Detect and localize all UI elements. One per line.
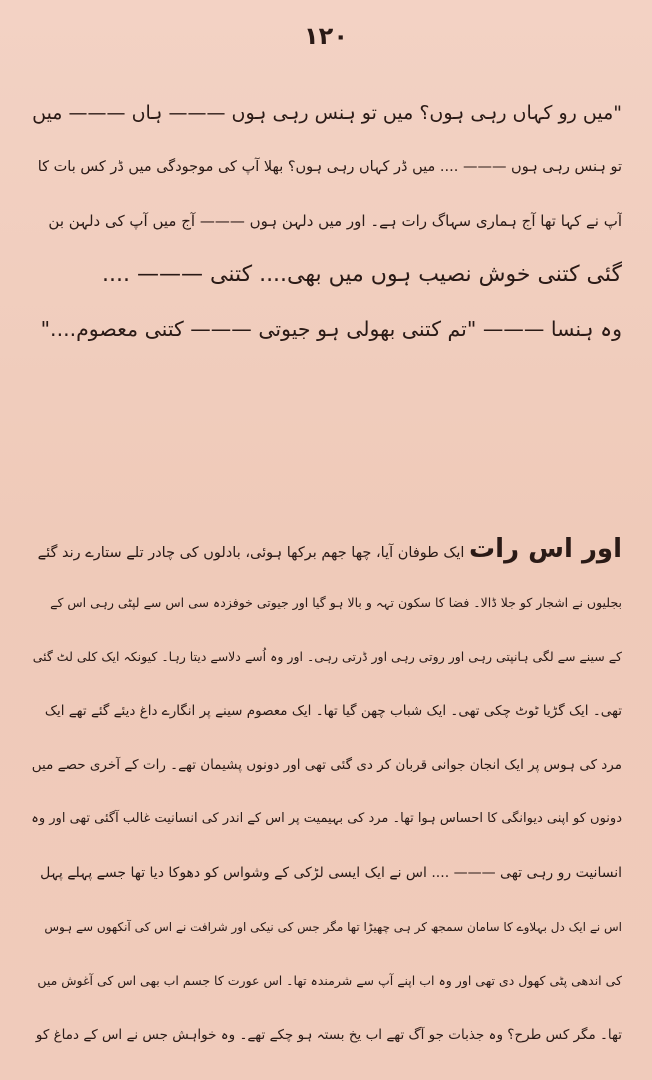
text-line: "میں رو کہاں رہی ہوں؟ میں تو ہنس رہی ہوں ——— ہاں ——— میں bbox=[32, 102, 622, 124]
dialogue-block bbox=[30, 86, 622, 356]
text-line: اس نے ایک دل بہلاوے کا سامان سمجھ کر ہی چھیڑا تھا مگر جس کی نیکی اور شرافت نے اس کی آنکھوں سے ہوس bbox=[44, 920, 622, 934]
text-line: وہ ہنسا ——— "تم کتنی بھولی ہو جیوتی ——— کتنی معصوم...." bbox=[40, 317, 622, 341]
text-line: تھا۔ مگر کس طرح؟ وہ جذبات جو آگ تھے اب یخ بستہ ہو چکے تھے۔ وہ خواہش جس نے اس کے دماغ کو bbox=[35, 1027, 622, 1043]
page-number: ۱۲۰ bbox=[304, 22, 348, 50]
text-line: آپ نے کہا تھا آج ہماری سہاگ رات ہے۔ اور میں دلہن ہوں ——— آج میں آپ کی دلہن بن bbox=[48, 212, 622, 230]
narrative-block bbox=[30, 522, 622, 1062]
text-line: دونوں کو اپنی دیوانگی کا احساس ہوا تھا۔ مرد کی بہیمیت پر اس کے اندر کی انسانیت غالب آگئی تھی اور وہ bbox=[31, 811, 622, 826]
text-line: تھی۔ ایک گڑیا ٹوٹ چکی تھی۔ ایک شباب چھن گیا تھا۔ ایک معصوم سینے پر انگارے داغ دیئے گئے تھے ایک bbox=[44, 703, 622, 719]
text-line: تو ہنس رہی ہوں ——— .... میں ڈر کہاں رہی ہوں؟ بھلا آپ کی موجودگی میں ڈر کس بات کا bbox=[37, 159, 622, 175]
text-line: مرد کی ہوس پر ایک انجان جوانی قربان کر دی گئی تھی اور دونوں پشیمان تھے۔ رات کے آخری حصے میں bbox=[31, 757, 622, 773]
section-opening-line bbox=[30, 522, 622, 576]
text-line: بجلیوں نے اشجار کو جلا ڈالا۔ فضا کا سکون تہہ و بالا ہو گیا اور جیوتی خوفزدہ سی اس سے لپٹی رہی اس کے bbox=[50, 595, 622, 610]
text-line: کی اندھی پٹی کھول دی تھی اور وہ اب اپنے آپ سے شرمندہ تھا۔ اس عورت کا جسم اب بھی اس کی آغوش میں bbox=[37, 973, 622, 988]
text-line: انسانیت رو رہی تھی ——— .... اس نے ایک ایسی لڑکی کے وشواس کو دھوکا دیا تھا جسے پہلے پہل bbox=[40, 865, 622, 881]
text-line: کے سینے سے لگی ہانپتی رہی اور روتی رہی اور ڈرتی رہی۔ اور وہ اُسے دلاسے دیتا رہا۔ کیونکہ ایک کلی لٹ گئی bbox=[32, 649, 622, 664]
text-line: گئی کتنی خوش نصیب ہوں میں بھی.... کتنی ——— .... bbox=[102, 262, 622, 287]
heading-continuation: ایک طوفان آیا، چھا جھم برکھا ہوئی، بادلوں کی چادر تلے ستارے رند گئے bbox=[37, 545, 465, 561]
section-heading: اور اس رات bbox=[469, 534, 622, 564]
